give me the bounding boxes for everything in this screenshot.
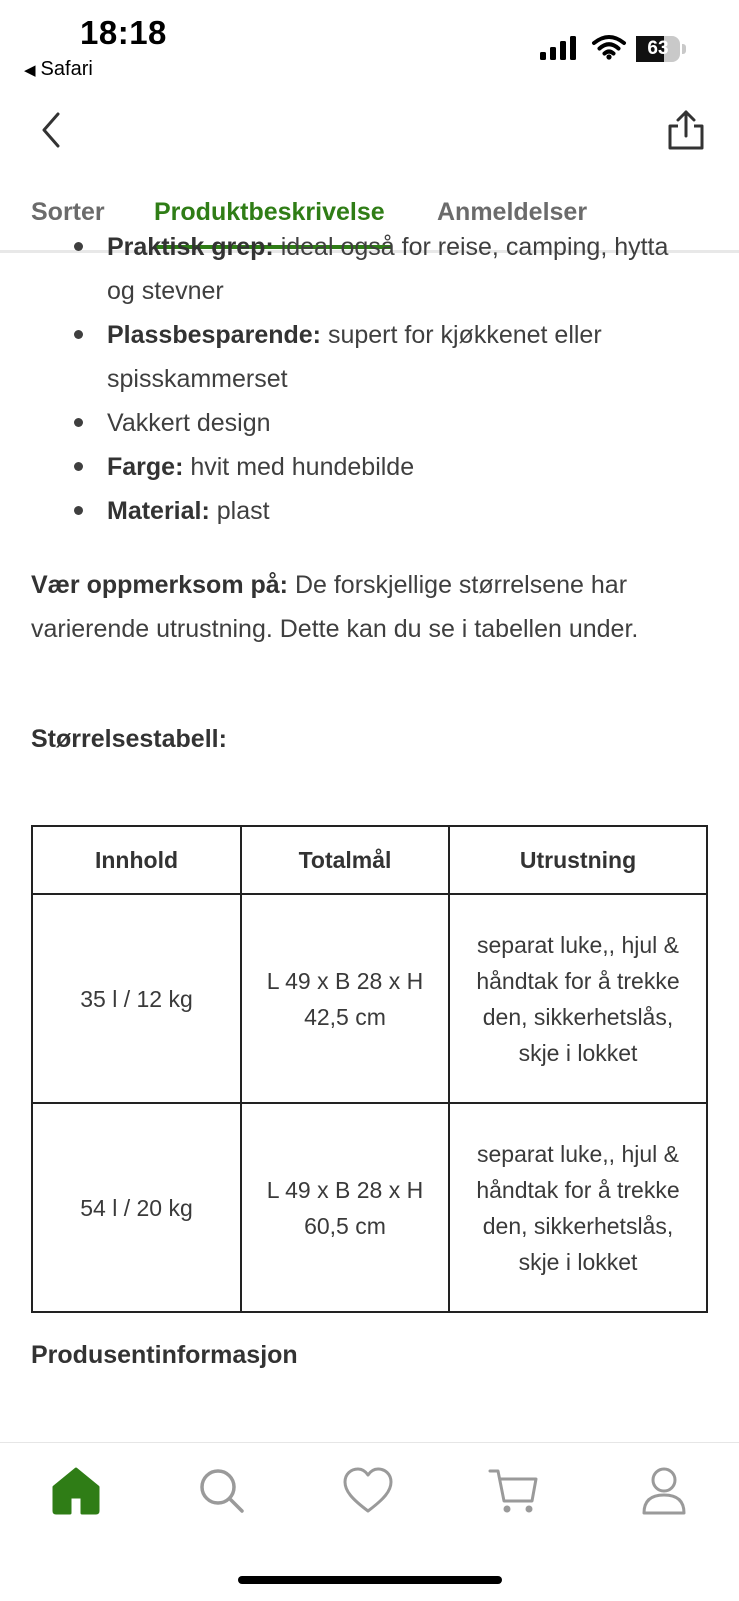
attention-note: Vær oppmerksom på: De forskjellige størrelsene har varierende utrustning. Dette kan du se i tabellen under. xyxy=(31,571,639,643)
back-app-label: Safari xyxy=(40,58,93,80)
table-cell: 35 l / 12 kg xyxy=(32,894,241,1103)
feature-list xyxy=(0,225,739,533)
table-cell: 54 l / 20 kg xyxy=(32,1103,241,1312)
table-header: Utrustning xyxy=(449,826,707,894)
wifi-icon xyxy=(592,34,626,60)
battery-percent: 63 xyxy=(647,38,669,59)
home-icon[interactable] xyxy=(50,1465,102,1517)
list-item: Praktisk grep: ideal også for reise, camping, hytta og stevner xyxy=(0,225,739,313)
cellular-signal-icon xyxy=(540,36,578,60)
list-item: Vakkert design xyxy=(0,401,739,445)
back-to-app-link[interactable] xyxy=(24,58,93,81)
battery-indicator xyxy=(636,36,686,62)
table-cell: L 49 x B 28 x H 42,5 cm xyxy=(241,894,449,1103)
cart-icon[interactable] xyxy=(488,1465,540,1517)
user-icon[interactable] xyxy=(638,1465,690,1517)
table-header: Innhold xyxy=(32,826,241,894)
search-icon[interactable] xyxy=(196,1465,248,1517)
table-row xyxy=(32,1103,707,1312)
share-icon[interactable] xyxy=(664,108,708,152)
tab-produktbeskrivelse[interactable]: Produktbeskrivelse xyxy=(154,198,385,226)
table-cell: separat luke,, hjul & håndtak for å trekke den, sikkerhetslås, skje i lokket xyxy=(449,1103,707,1312)
status-time: 18:18 xyxy=(80,14,167,51)
size-table-title: Størrelsestabell: xyxy=(31,725,227,753)
table-row xyxy=(32,894,707,1103)
table-header: Totalmål xyxy=(241,826,449,894)
heart-icon[interactable] xyxy=(342,1465,394,1517)
tab-anmeldelser[interactable]: Anmeldelser xyxy=(437,198,588,226)
table-header-row xyxy=(32,826,707,894)
list-item: Farge: hvit med hundebilde xyxy=(0,445,739,489)
tab-sorter[interactable]: Sorter xyxy=(31,198,105,226)
status-bar xyxy=(0,0,739,90)
table-cell: L 49 x B 28 x H 60,5 cm xyxy=(241,1103,449,1312)
size-table xyxy=(31,825,708,1313)
list-item: Plassbesparende: supert for kjøkkenet eller spisskammerset xyxy=(0,313,739,401)
chevron-left-icon[interactable] xyxy=(36,108,66,152)
producer-info-heading[interactable]: Produsentinformasjon xyxy=(31,1341,298,1369)
table-cell: separat luke,, hjul & håndtak for å trekke den, sikkerhetslås, skje i lokket xyxy=(449,894,707,1103)
home-indicator xyxy=(238,1576,502,1584)
list-item: Material: plast xyxy=(0,489,739,533)
product-description xyxy=(0,233,739,1443)
back-triangle-icon: ◀ xyxy=(24,62,36,79)
